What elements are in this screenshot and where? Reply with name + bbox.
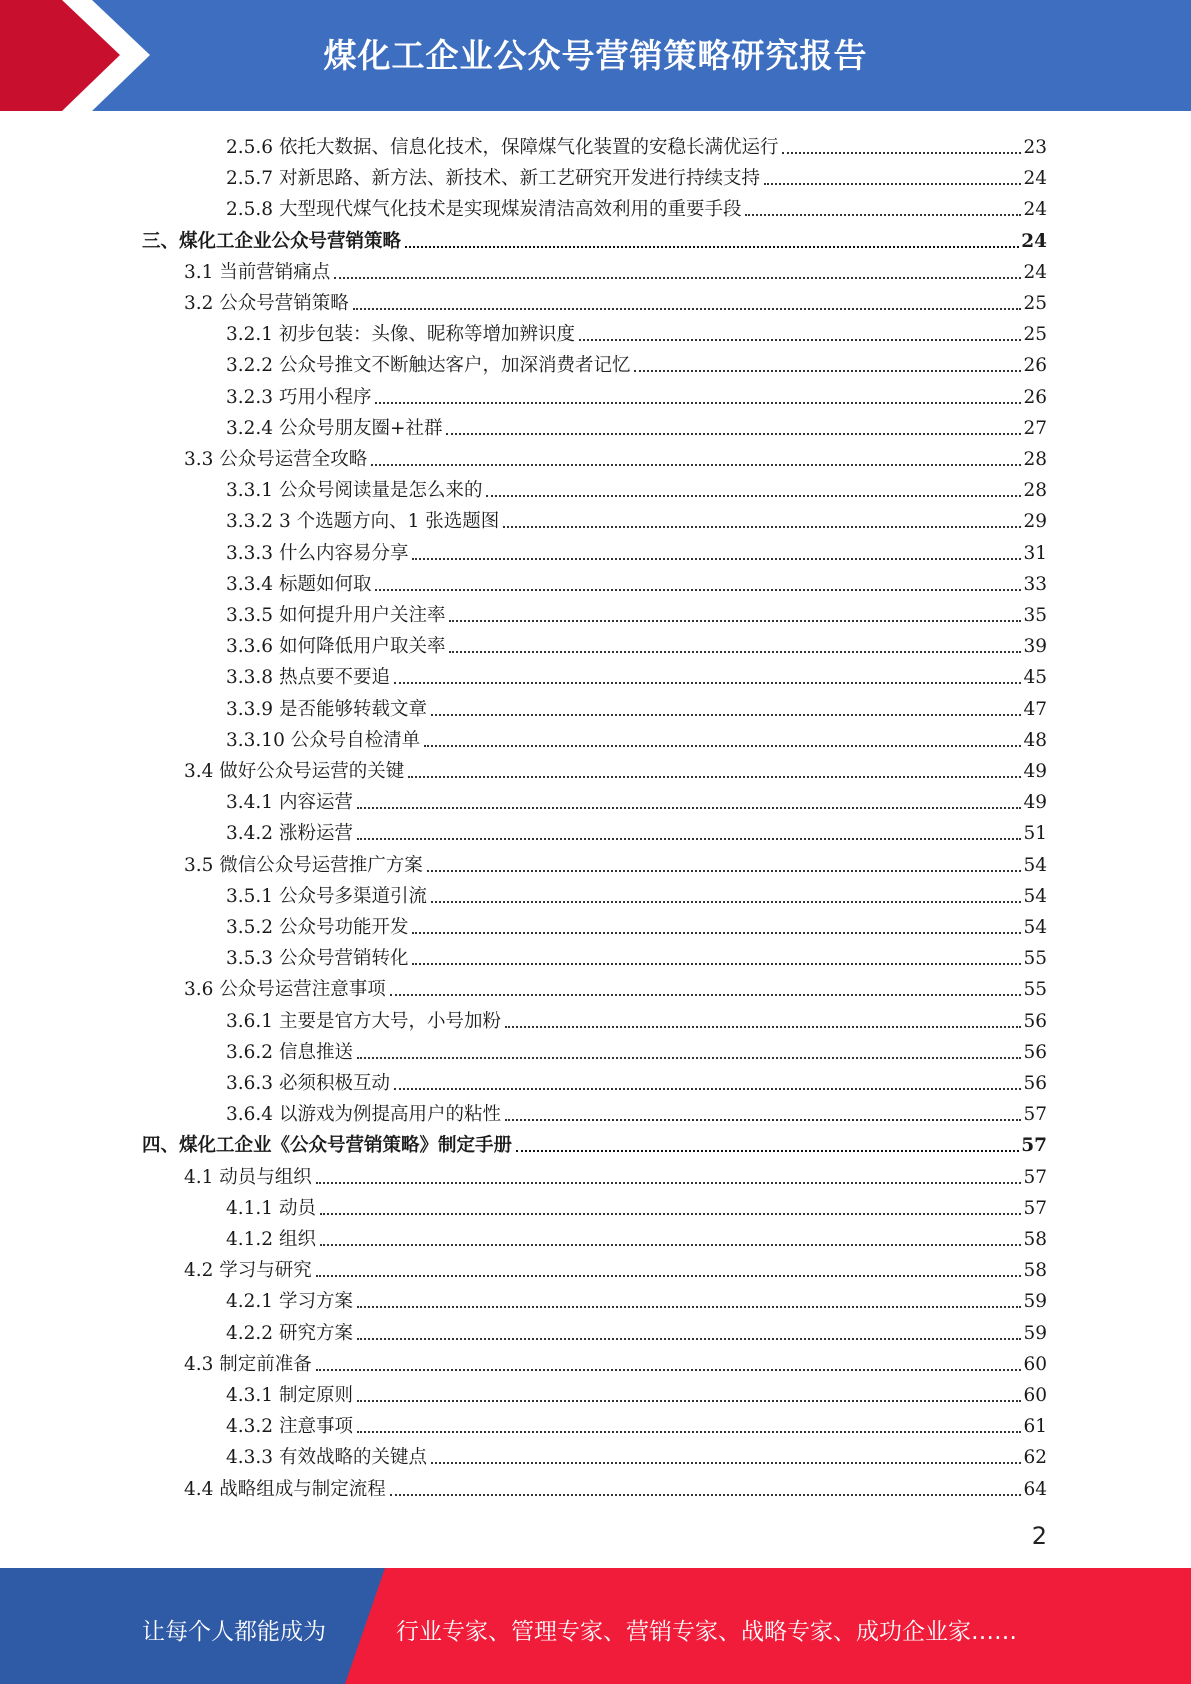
toc-entry[interactable] (226, 1033, 1047, 1064)
toc-dot-leader (375, 402, 1021, 404)
toc-entry[interactable] (226, 159, 1047, 190)
toc-entry-label: 3.5.3 公众号营销转化 (226, 948, 409, 970)
toc-entry-label: 3.1 当前营销痛点 (184, 261, 331, 283)
toc-entry-page: 39 (1023, 636, 1047, 658)
footer-slogan-left: 让每个人都能成为 (142, 1619, 326, 1645)
toc-entry-label: 3.3.2 3 个选题方向、1 张选题图 (226, 511, 500, 533)
toc-dot-leader (394, 1088, 1021, 1090)
toc-entry-page: 56 (1023, 1073, 1047, 1094)
toc-dot-leader (357, 838, 1022, 840)
toc-entry-page: 45 (1023, 667, 1047, 689)
toc-entry[interactable] (184, 253, 1047, 284)
toc-dot-leader (375, 589, 1021, 591)
toc-dot-leader (357, 807, 1022, 809)
toc-entry-page: 48 (1023, 729, 1047, 751)
toc-dot-leader (357, 1057, 1022, 1059)
toc-entry[interactable] (226, 908, 1047, 939)
toc-entry[interactable] (226, 596, 1047, 627)
toc-entry-label: 4.3.1 制定原则 (226, 1385, 353, 1406)
toc-entry-label: 3.3.5 如何提升用户关注率 (226, 605, 446, 626)
toc-entry-page: 54 (1023, 854, 1047, 876)
toc-dot-leader (745, 214, 1021, 216)
page-footer (0, 1568, 1191, 1684)
toc-entry-label: 4.2 学习与研究 (184, 1260, 312, 1282)
toc-entry-page: 24 (1023, 199, 1047, 221)
toc-dot-leader (505, 1119, 1021, 1121)
toc-entry[interactable] (226, 814, 1047, 845)
toc-entry-label: 3.2.1 初步包装：头像、昵称等增加辨识度 (226, 324, 575, 346)
page-header (0, 0, 1191, 111)
toc-entry[interactable] (142, 1126, 1047, 1157)
toc-entry-label: 3.6.1 主要是官方大号，小号加粉 (226, 1010, 501, 1032)
toc-entry-label: 3.2.3 巧用小程序 (226, 386, 372, 408)
toc-entry-page: 49 (1023, 761, 1047, 782)
toc-entry[interactable] (226, 1314, 1047, 1345)
toc-entry[interactable] (184, 284, 1047, 315)
toc-entry-page: 24 (1023, 261, 1047, 283)
toc-entry-label: 4.2.2 研究方案 (226, 1322, 353, 1344)
document-title: 煤化工企业公众号营销策略研究报告 (323, 36, 868, 75)
toc-entry[interactable] (226, 1220, 1047, 1251)
toc-entry-page: 64 (1023, 1478, 1047, 1500)
toc-dot-leader (446, 433, 1021, 435)
toc-entry-page: 24 (1021, 230, 1047, 252)
toc-dot-leader (412, 963, 1021, 965)
toc-entry-label: 3.2.4 公众号朋友圈+社群 (226, 417, 443, 439)
toc-entry-page: 49 (1023, 792, 1047, 814)
toc-entry[interactable] (184, 440, 1047, 471)
toc-entry[interactable] (226, 471, 1047, 502)
toc-dot-leader (449, 620, 1021, 622)
toc-entry[interactable] (184, 1251, 1047, 1282)
toc-dot-leader (764, 183, 1021, 185)
toc-dot-leader (357, 1400, 1022, 1402)
toc-dot-leader (408, 776, 1021, 778)
toc-entry-page: 59 (1023, 1322, 1047, 1344)
toc-dot-leader (316, 1182, 1022, 1184)
toc-dot-leader (353, 308, 1022, 310)
toc-entry-label: 3.6.3 必须积极互动 (226, 1073, 390, 1094)
toc-entry[interactable] (226, 939, 1047, 970)
toc-entry-page: 33 (1023, 573, 1047, 595)
toc-entry-page: 54 (1023, 917, 1047, 938)
toc-dot-leader (503, 526, 1021, 528)
toc-entry-page: 31 (1023, 542, 1047, 564)
toc-entry[interactable] (226, 1064, 1047, 1095)
toc-entry-page: 57 (1021, 1135, 1047, 1157)
toc-entry-label: 4.3 制定前准备 (184, 1353, 312, 1375)
toc-entry-page: 58 (1023, 1260, 1047, 1282)
toc-entry-page: 29 (1023, 511, 1047, 533)
toc-entry-label: 3.3.8 热点要不要追 (226, 667, 390, 689)
toc-entry-label: 4.1.2 组织 (226, 1229, 316, 1250)
toc-entry[interactable] (142, 222, 1047, 253)
toc-entry[interactable] (226, 534, 1047, 565)
toc-entry[interactable] (226, 627, 1047, 658)
toc-entry-page: 26 (1023, 386, 1047, 408)
toc-entry[interactable] (184, 1470, 1047, 1501)
footer-slogan-right: 行业专家、管理专家、营销专家、战略专家、成功企业家…… (396, 1619, 1017, 1645)
toc-entry[interactable] (226, 1407, 1047, 1438)
toc-entry-label: 四、煤化工企业《公众号营销策略》制定手册 (142, 1135, 513, 1157)
toc-dot-leader (371, 464, 1021, 466)
toc-dot-leader (579, 339, 1021, 341)
toc-entry-label: 3.3.1 公众号阅读量是怎么来的 (226, 480, 483, 502)
toc-entry[interactable] (226, 409, 1047, 440)
toc-entry-label: 3.5.2 公众号功能开发 (226, 917, 409, 938)
toc-entry[interactable] (226, 128, 1047, 159)
toc-entry[interactable] (184, 752, 1047, 783)
toc-dot-leader (634, 370, 1021, 372)
toc-entry-page: 55 (1023, 979, 1047, 1001)
toc-entry-label: 2.5.8 大型现代煤气化技术是实现煤炭清洁高效利用的重要手段 (226, 199, 742, 221)
toc-entry-page: 57 (1023, 1166, 1047, 1188)
toc-entry[interactable] (226, 565, 1047, 596)
toc-dot-leader (486, 495, 1021, 497)
toc-entry-page: 56 (1023, 1010, 1047, 1032)
toc-entry[interactable] (226, 1282, 1047, 1313)
toc-dot-leader (505, 1026, 1021, 1028)
toc-entry-page: 25 (1023, 324, 1047, 346)
toc-entry-label: 4.4 战略组成与制定流程 (184, 1478, 386, 1500)
toc-entry[interactable] (226, 690, 1047, 721)
toc-entry-label: 4.1.1 动员 (226, 1197, 316, 1219)
toc-entry[interactable] (184, 970, 1047, 1001)
toc-entry-page: 51 (1023, 823, 1047, 845)
toc-entry-label: 2.5.6 依托大数据、信息化技术，保障煤气化装置的安稳长满优运行 (226, 137, 779, 158)
toc-entry-label: 3.3.3 什么内容易分享 (226, 542, 409, 564)
toc-entry[interactable] (226, 877, 1047, 908)
toc-dot-leader (357, 1431, 1022, 1433)
toc-dot-leader (394, 682, 1021, 684)
toc-entry-page: 35 (1023, 605, 1047, 626)
toc-entry-label: 3.5.1 公众号多渠道引流 (226, 885, 427, 907)
toc-entry[interactable] (184, 846, 1047, 877)
toc-entry[interactable] (184, 1158, 1047, 1189)
toc-entry-label: 3.4.2 涨粉运营 (226, 823, 353, 845)
toc-entry[interactable] (226, 1438, 1047, 1469)
toc-entry-page: 56 (1023, 1041, 1047, 1063)
toc-entry-label: 3.6.4 以游戏为例提高用户的粘性 (226, 1104, 501, 1126)
toc-dot-leader (782, 152, 1021, 154)
toc-dot-leader (427, 870, 1022, 872)
toc-dot-leader (424, 745, 1021, 747)
toc-entry-page: 58 (1023, 1229, 1047, 1250)
toc-entry-label: 4.3.3 有效战略的关键点 (226, 1447, 427, 1469)
toc-entry-page: 28 (1023, 449, 1047, 470)
toc-entry[interactable] (184, 1345, 1047, 1376)
toc-dot-leader (320, 1244, 1022, 1246)
toc-entry-page: 61 (1023, 1416, 1047, 1438)
toc-entry-page: 24 (1023, 168, 1047, 190)
toc-entry[interactable] (226, 190, 1047, 221)
toc-entry-page: 60 (1023, 1353, 1047, 1375)
toc-dot-leader (320, 1213, 1022, 1215)
toc-dot-leader (516, 1150, 1019, 1152)
toc-dot-leader (357, 1338, 1022, 1340)
toc-entry-label: 3.3.6 如何降低用户取关率 (226, 636, 446, 658)
toc-dot-leader (316, 1369, 1022, 1371)
toc-entry-page: 25 (1023, 293, 1047, 314)
toc-entry[interactable] (226, 378, 1047, 409)
toc-dot-leader (334, 277, 1021, 279)
toc-dot-leader (390, 1494, 1022, 1496)
toc-entry-label: 3.3.10 公众号自检清单 (226, 729, 421, 751)
toc-entry-page: 27 (1023, 417, 1047, 439)
toc-entry-label: 3.3 公众号运营全攻略 (184, 449, 368, 470)
toc-entry-page: 60 (1023, 1385, 1047, 1406)
toc-entry-label: 3.6 公众号运营注意事项 (184, 979, 386, 1001)
toc-entry-page: 59 (1023, 1291, 1047, 1313)
toc-entry[interactable] (226, 315, 1047, 346)
toc-entry-label: 3.2.2 公众号推文不断触达客户，加深消费者记忆 (226, 355, 631, 377)
toc-dot-leader (412, 558, 1021, 560)
toc-entry[interactable] (226, 1376, 1047, 1407)
toc-entry-page: 54 (1023, 885, 1047, 907)
toc-entry-page: 55 (1023, 948, 1047, 970)
toc-dot-leader (412, 932, 1021, 934)
toc-dot-leader (405, 246, 1019, 248)
toc-entry-label: 三、煤化工企业公众号营销策略 (142, 230, 402, 252)
toc-dot-leader (390, 994, 1022, 996)
toc-entry-page: 47 (1023, 698, 1047, 720)
toc-entry-label: 3.5 微信公众号运营推广方案 (184, 854, 423, 876)
toc-entry[interactable] (226, 502, 1047, 533)
toc-entry-page: 28 (1023, 480, 1047, 502)
toc-entry[interactable] (226, 721, 1047, 752)
toc-entry-label: 3.3.9 是否能够转载文章 (226, 698, 427, 720)
toc-entry[interactable] (226, 658, 1047, 689)
toc-entry-page: 57 (1023, 1197, 1047, 1219)
toc-entry-label: 4.2.1 学习方案 (226, 1291, 353, 1313)
toc-entry-page: 23 (1023, 137, 1047, 158)
toc-entry[interactable] (226, 1189, 1047, 1220)
toc-entry-label: 3.2 公众号营销策略 (184, 293, 349, 314)
toc-dot-leader (357, 1306, 1022, 1308)
toc-entry[interactable] (226, 346, 1047, 377)
toc-dot-leader (316, 1275, 1022, 1277)
toc-entry[interactable] (226, 1095, 1047, 1126)
toc-entry-label: 2.5.7 对新思路、新方法、新技术、新工艺研究开发进行持续支持 (226, 168, 760, 190)
toc-entry-page: 26 (1023, 355, 1047, 377)
page-number: 2 (1031, 1522, 1047, 1550)
toc-dot-leader (431, 714, 1021, 716)
toc-entry-page: 57 (1023, 1104, 1047, 1126)
toc-entry-label: 3.4.1 内容运营 (226, 792, 353, 814)
toc-entry-page: 62 (1023, 1447, 1047, 1469)
toc-entry[interactable] (226, 783, 1047, 814)
toc-entry-label: 3.3.4 标题如何取 (226, 573, 372, 595)
toc-dot-leader (449, 651, 1021, 653)
toc-entry-label: 4.3.2 注意事项 (226, 1416, 353, 1438)
toc-dot-leader (431, 1462, 1021, 1464)
toc-dot-leader (431, 901, 1021, 903)
toc-entry-label: 3.6.2 信息推送 (226, 1041, 353, 1063)
toc-entry[interactable] (226, 1002, 1047, 1033)
toc-entry-label: 3.4 做好公众号运营的关键 (184, 761, 405, 782)
toc-entry-label: 4.1 动员与组织 (184, 1166, 312, 1188)
